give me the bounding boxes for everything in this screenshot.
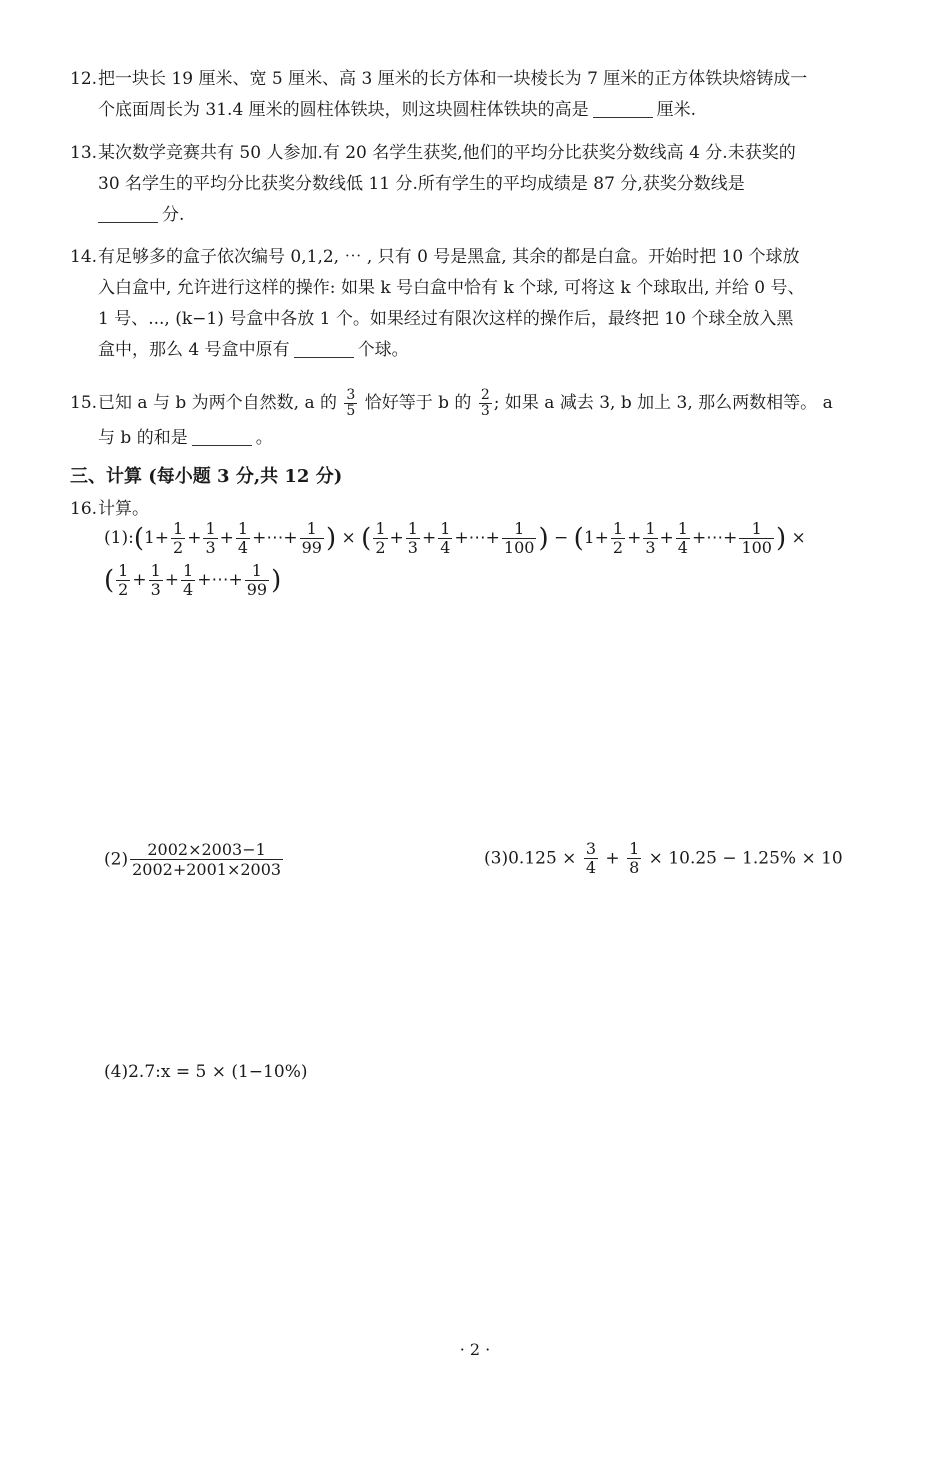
question-text: 盒中，那么 4 号盒中原有 <box>98 340 290 360</box>
question-text: 分. <box>162 205 185 225</box>
question-number: 14. <box>70 247 98 267</box>
question-text: ; 如果 a 减去 3, b 加上 3, 那么两数相等。 a <box>493 393 833 413</box>
question-14 <box>70 242 845 366</box>
fraction: $\frac{3}{4}$ <box>585 839 597 877</box>
question-text: 恰好等于 b 的 <box>364 393 472 413</box>
fraction: $\frac{2002\times 2003-1}{2002+2001\times 2003}$ <box>132 840 282 879</box>
question-text: 个球。 <box>357 340 409 360</box>
question-text: 30 名学生的平均分比获奖分数线低 11 分.所有学生的平均成绩是 87 分,获奖分数线是 <box>98 174 745 194</box>
problem-16-2: (2) $\frac{2002\times 2003-1}{2002+2001\times 2003}$ <box>104 840 282 879</box>
answer-blank[interactable] <box>593 101 653 118</box>
question-text: 厘米. <box>656 100 697 120</box>
question-13 <box>70 138 845 231</box>
answer-blank[interactable] <box>98 206 158 223</box>
answer-blank[interactable] <box>294 341 354 358</box>
question-number: 16. <box>70 499 98 519</box>
question-text: 入白盒中, 允许进行这样的操作: 如果 k 号白盒中恰有 k 个球, 可将这 k 个球取出, 并给 0 号、 <box>98 278 805 298</box>
problem-16-1-continued: ( $\frac{1}{2}$ + $\frac{1}{3}$ + $\frac{1}{4}$ +⋯+ $\frac{1}{99}$ ) <box>104 561 282 599</box>
page-number: · 2 · <box>459 1340 491 1359</box>
question-text: 与 b 的和是 <box>98 428 188 448</box>
question-text: 1 号、..., (k−1) 号盒中各放 1 个。如果经过有限次这样的操作后，最终把 10 个球全放入黑 <box>98 309 794 329</box>
fraction: $\frac{1}{8}$ <box>629 839 640 877</box>
question-number: 12. <box>70 69 98 89</box>
question-15 <box>70 384 845 454</box>
fraction: $\frac{2}{3}$ <box>480 387 490 419</box>
question-12 <box>70 64 845 126</box>
question-number: 13. <box>70 143 98 163</box>
section-heading: 三、计算 (每小题 3 分,共 12 分) <box>70 466 343 487</box>
problem-16-1: (1):(1+ $\frac{1}{2}$ + $\frac{1}{3}$ + $\frac{1}{4}$ +⋯+ $\frac{1}{99}$ ) × ( $\frac{1}{2}$ + $\frac{1}{3}$ + $\frac{1}{4}$ +⋯+ $\frac{1}{100}$ ) − (1+ $\frac{1}{2}$ + $\frac{1}{3}$ + $\frac{1}{4}$ +⋯+ $\frac{1}{100}$ ) × <box>104 519 806 557</box>
question-text: 已知 a 与 b 为两个自然数, a 的 <box>98 393 337 413</box>
question-text: 把一块长 19 厘米、宽 5 厘米、高 3 厘米的长方体和一块棱长为 7 厘米的正方体铁块熔铸成一 <box>98 69 808 89</box>
question-text: 某次数学竞赛共有 50 人参加.有 20 名学生获奖,他们的平均分比获奖分数线高 4 分.未获奖的 <box>98 143 796 163</box>
fraction: $\frac{3}{5}$ <box>346 387 356 419</box>
answer-blank[interactable] <box>192 429 252 446</box>
question-text: 有足够多的盒子依次编号 0,1,2, ⋯ , 只有 0 号是黑盒, 其余的都是白盒。开始时把 10 个球放 <box>98 247 800 267</box>
problem-16-3: (3)0.125 × $\frac{3}{4}$ + $\frac{1}{8}$ × 10.25 − 1.25% × 10 <box>484 839 843 877</box>
problem-16-4: (4)2.7:x = 5 × (1−10%) <box>104 1062 308 1082</box>
question-text: 。 <box>255 428 273 448</box>
question-text: 计算。 <box>98 499 149 519</box>
question-text: 个底面周长为 31.4 厘米的圆柱体铁块，则这块圆柱体铁块的高是 <box>98 100 589 120</box>
question-number: 15. <box>70 393 98 413</box>
